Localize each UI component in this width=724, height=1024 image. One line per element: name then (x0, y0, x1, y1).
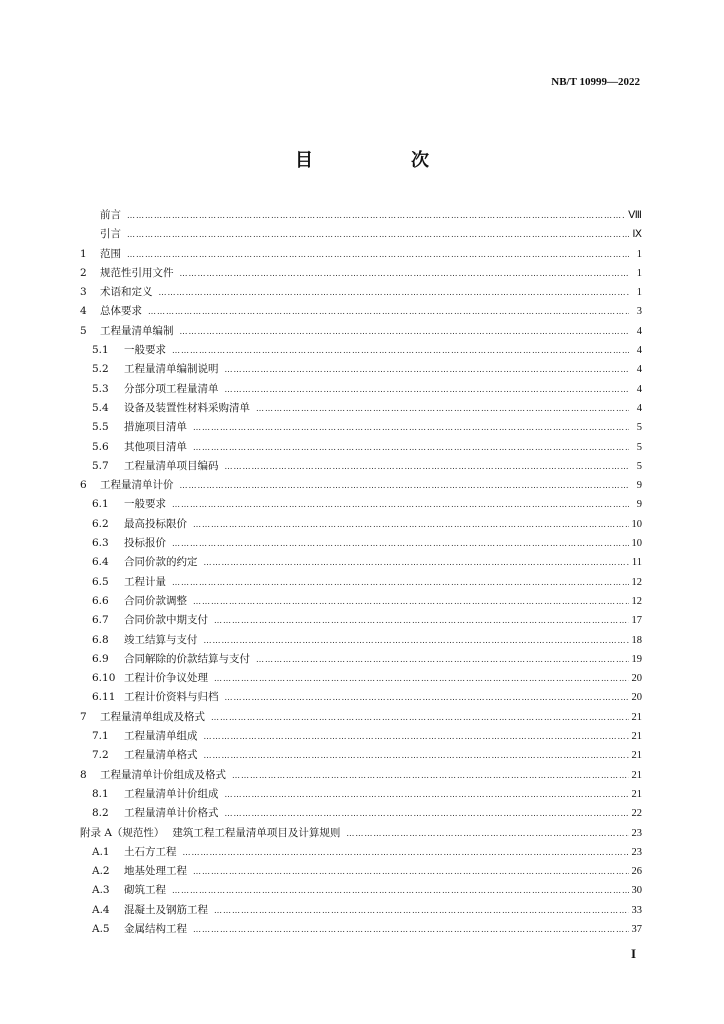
toc-entry-title: 建筑工程工程量清单项目及计算规则 (172, 826, 341, 839)
toc-entry[interactable] (80, 650, 642, 669)
toc-entry[interactable] (80, 862, 642, 881)
toc-leader-dots (225, 380, 630, 399)
toc-entry[interactable] (80, 824, 642, 843)
toc-entry-page: 23 (631, 827, 642, 839)
toc-entry-number: 8 (80, 768, 87, 781)
toc-entry-title: 竣工结算与支付 (124, 633, 198, 646)
toc-leader-dots (172, 341, 629, 360)
page-number: I (630, 946, 636, 961)
toc-entry-title: 前言 (100, 209, 121, 221)
toc-entry-title: 金属结构工程 (124, 922, 187, 935)
toc-entry-title: 工程量清单项目编码 (124, 459, 219, 472)
toc-entry-page: 5 (636, 422, 642, 434)
toc-entry-title: 工程量清单计价组成及格式 (100, 768, 226, 781)
toc-leader-dots (172, 881, 629, 900)
toc-leader-dots (172, 495, 629, 514)
toc-entry-page: 37 (631, 923, 642, 935)
toc-leader-dots (204, 746, 629, 765)
toc-leader-dots (256, 399, 629, 418)
toc-entry-number: 1 (80, 247, 87, 260)
toc-entry-title: 工程量清单编制 (100, 324, 174, 337)
toc-entry-page: 23 (631, 846, 642, 858)
toc-leader-dots (225, 688, 629, 707)
toc-leader-dots (256, 650, 629, 669)
toc-entry-page: 1 (636, 287, 642, 299)
toc-entry[interactable] (80, 457, 642, 476)
toc-leader-dots (180, 322, 630, 341)
toc-entry-title: 其他项目清单 (124, 440, 187, 453)
toc-entry-number: 5 (80, 324, 87, 337)
toc-entry[interactable] (80, 515, 642, 534)
toc-entry[interactable] (80, 206, 642, 225)
toc-entry[interactable] (80, 631, 642, 650)
toc-entry-title: 总体要求 (100, 305, 142, 318)
toc-leader-dots (204, 553, 629, 572)
toc-entry-title: 引言 (100, 228, 121, 241)
toc-leader-dots (204, 631, 629, 650)
toc-entry-number: A.2 (92, 865, 110, 878)
toc-entry-number: 5.7 (92, 459, 109, 472)
toc-leader-dots (127, 225, 629, 244)
toc-entry-number: 6.2 (92, 517, 109, 530)
toc-entry[interactable] (80, 746, 642, 765)
toc-entry[interactable] (80, 920, 642, 939)
toc-leader-dots (180, 264, 630, 283)
toc-entry-title: 地基处理工程 (124, 865, 187, 878)
toc-entry-page: 1 (636, 267, 642, 279)
toc-entry-page: 17 (631, 615, 642, 627)
toc-entry[interactable] (80, 418, 642, 437)
toc-entry-number: 5.6 (92, 440, 109, 453)
toc-entry-title: 工程计量 (124, 575, 166, 588)
toc-leader-dots (211, 708, 629, 727)
toc-entry-page: Ⅷ (628, 210, 642, 221)
toc-entry-title: 合同价款调整 (124, 594, 187, 607)
toc-entry-page: 20 (631, 692, 642, 704)
toc-entry-number: A.1 (92, 845, 110, 858)
toc-entry-title: 合同价款中期支付 (124, 614, 208, 627)
toc-entry-page: 18 (631, 634, 642, 646)
toc-entry[interactable] (80, 901, 642, 920)
toc-entry[interactable] (80, 322, 642, 341)
toc-entry[interactable] (80, 438, 642, 457)
toc-entry-number: 6.1 (92, 498, 109, 511)
toc-entry-number: 6.10 (92, 672, 116, 685)
toc-entry[interactable] (80, 302, 642, 321)
toc-entry[interactable] (80, 688, 642, 707)
toc-leader-dots (214, 901, 629, 920)
toc-entry-page: 4 (636, 325, 642, 337)
toc-leader-dots (214, 611, 629, 630)
toc-entry-title: 混凝土及钢筋工程 (124, 903, 208, 916)
toc-entry[interactable] (80, 843, 642, 862)
toc-entry-page: 9 (636, 480, 642, 492)
toc-entry-title: 工程量清单组成 (124, 730, 198, 743)
toc-entry-page: 4 (636, 364, 642, 376)
toc-leader-dots (193, 418, 629, 437)
toc-entry[interactable] (80, 399, 642, 418)
toc-entry-title: 工程量清单编制说明 (124, 363, 219, 376)
standard-code: NB/T 10999—2022 (551, 76, 640, 88)
toc-entry-page: 9 (636, 499, 642, 511)
toc-entry-number: 3 (80, 286, 87, 299)
toc-entry-number: 4 (80, 305, 87, 318)
toc-entry-title: 分部分项工程量清单 (124, 382, 219, 395)
toc-entry-page: 22 (631, 808, 642, 820)
toc-entry-page: 20 (631, 673, 642, 685)
toc-entry[interactable] (80, 360, 642, 379)
toc-leader-dots (225, 785, 629, 804)
toc-entry-title: 工程量清单格式 (124, 749, 198, 762)
toc-entry-title: 设备及装置性材料采购清单 (124, 401, 250, 414)
toc-leader-dots (127, 245, 629, 264)
toc-entry[interactable] (80, 283, 642, 302)
toc-leader-dots (346, 824, 628, 843)
toc-entry[interactable] (80, 553, 642, 572)
toc-entry-number: 5.3 (92, 382, 109, 395)
toc-leader-dots (172, 573, 629, 592)
toc-entry-page: 10 (631, 538, 642, 550)
toc-entry-page: 21 (631, 788, 642, 800)
toc-entry-title: 土石方工程 (124, 845, 177, 858)
toc-entry-page: 1 (636, 248, 642, 260)
toc-entry-page: 21 (631, 731, 642, 743)
toc-entry-number: 8.1 (92, 787, 109, 800)
toc-entry[interactable] (80, 380, 642, 399)
toc-entry-page: 21 (631, 750, 642, 762)
toc-leader-dots (193, 592, 629, 611)
toc-entry-number: 6 (80, 479, 87, 492)
toc-entry-page: 11 (631, 557, 642, 569)
toc-entry-title: 工程量清单组成及格式 (100, 710, 205, 723)
toc-entry-title: 工程量清单计价组成 (124, 787, 219, 800)
toc-entry[interactable] (80, 727, 642, 746)
toc-entry-page: 10 (631, 518, 642, 530)
toc-entry-number: 6.3 (92, 537, 109, 550)
toc-entry-page: 33 (631, 904, 642, 916)
toc-entry-page: 21 (631, 711, 642, 723)
toc-entry-page: 5 (636, 441, 642, 453)
toc-leader-dots (214, 669, 629, 688)
toc-entry-number: 6.4 (92, 556, 109, 569)
toc-leader-dots (193, 862, 629, 881)
toc-leader-dots (172, 534, 629, 553)
toc-entry[interactable] (80, 245, 642, 264)
toc-entry-title: 投标报价 (124, 537, 166, 550)
toc-entry-page: Ⅸ (632, 229, 642, 241)
toc-entry-title: 砌筑工程 (124, 884, 166, 897)
toc-entry-title: 合同解除的价款结算与支付 (124, 652, 250, 665)
toc-entry[interactable] (80, 341, 642, 360)
toc-entry[interactable] (80, 669, 642, 688)
toc-entry-title: 范围 (100, 247, 121, 260)
toc-entry[interactable] (80, 804, 642, 823)
toc-entry-number: 8.2 (92, 807, 109, 820)
toc-entry-number: 6.6 (92, 594, 109, 607)
toc-entry-page: 4 (636, 383, 642, 395)
toc-entry-number: 7.2 (92, 749, 109, 762)
toc-entry-number: 2 (80, 266, 87, 279)
toc-leader-dots (225, 360, 630, 379)
toc-entry-number: 6.9 (92, 652, 109, 665)
toc-entry[interactable] (80, 592, 642, 611)
toc-entry-title: 工程计价争议处理 (124, 672, 208, 685)
toc-entry-title: 合同价款的约定 (124, 556, 198, 569)
toc-leader-dots (180, 476, 630, 495)
toc-entry-title: 术语和定义 (100, 286, 153, 299)
toc-leader-dots (225, 804, 629, 823)
toc-entry[interactable] (80, 495, 642, 514)
toc-leader-dots (225, 457, 630, 476)
toc-entry-number: 5.2 (92, 363, 109, 376)
toc-leader-dots (193, 438, 629, 457)
toc-entry[interactable] (80, 881, 642, 900)
toc-entry-number: 5.1 (92, 344, 109, 357)
toc-entry-page: 26 (631, 866, 642, 878)
toc-entry-number: 5.4 (92, 401, 109, 414)
toc-entry-title: 规范性引用文件 (100, 266, 174, 279)
toc-entry[interactable] (80, 476, 642, 495)
toc-entry[interactable] (80, 611, 642, 630)
toc-entry[interactable] (80, 766, 642, 785)
toc-entry[interactable] (80, 534, 642, 553)
toc-entry-number: 6.8 (92, 633, 109, 646)
toc-leader-dots (193, 515, 629, 534)
toc-entry-title: 最高投标限价 (124, 517, 187, 530)
toc-entry-page: 12 (631, 595, 642, 607)
toc-entry-title: 一般要求 (124, 498, 166, 511)
toc-entry-page: 3 (636, 306, 642, 318)
toc-entry-page: 19 (631, 653, 642, 665)
toc-leader-dots (159, 283, 630, 302)
toc-entry[interactable] (80, 708, 642, 727)
toc-entry-page: 21 (631, 769, 642, 781)
toc-leader-dots (148, 302, 629, 321)
toc-entry-number: 7 (80, 710, 87, 723)
toc-entry-number: 6.11 (92, 691, 116, 704)
toc-entry[interactable] (80, 264, 642, 283)
toc-leader-dots (127, 206, 625, 225)
toc-entry[interactable] (80, 225, 642, 244)
toc-entry-page: 30 (631, 885, 642, 897)
toc-leader-dots (232, 766, 629, 785)
toc-entry-title: 一般要求 (124, 344, 166, 357)
toc-entry-number: A.3 (92, 884, 110, 897)
toc-entry-number: 5.5 (92, 421, 109, 434)
toc-entry-title: 措施项目清单 (124, 421, 187, 434)
toc-entry-number: A.4 (92, 903, 110, 916)
toc-entry-number: 7.1 (92, 730, 109, 743)
toc-entry-title: 工程量清单计价格式 (124, 807, 219, 820)
toc-entry-number: 6.7 (92, 614, 109, 627)
toc-entry-page: 12 (631, 576, 642, 588)
toc-entry-page: 5 (636, 460, 642, 472)
toc-entry-number: 6.5 (92, 575, 109, 588)
toc-entry-title: 工程量清单计价 (100, 479, 174, 492)
toc-entry-page: 4 (636, 345, 642, 357)
toc-entry-number: A.5 (92, 922, 110, 935)
toc-entry[interactable] (80, 785, 642, 804)
toc-entry[interactable] (80, 573, 642, 592)
toc-entry-page: 4 (636, 402, 642, 414)
table-of-contents (80, 206, 642, 939)
toc-entry-title: 工程计价资料与归档 (124, 691, 219, 704)
toc-leader-dots (183, 843, 629, 862)
toc-leader-dots (204, 727, 629, 746)
toc-entry-number: 附录 A（规范性） (80, 826, 165, 839)
page-title: 目 次 (295, 150, 469, 171)
toc-leader-dots (193, 920, 629, 939)
